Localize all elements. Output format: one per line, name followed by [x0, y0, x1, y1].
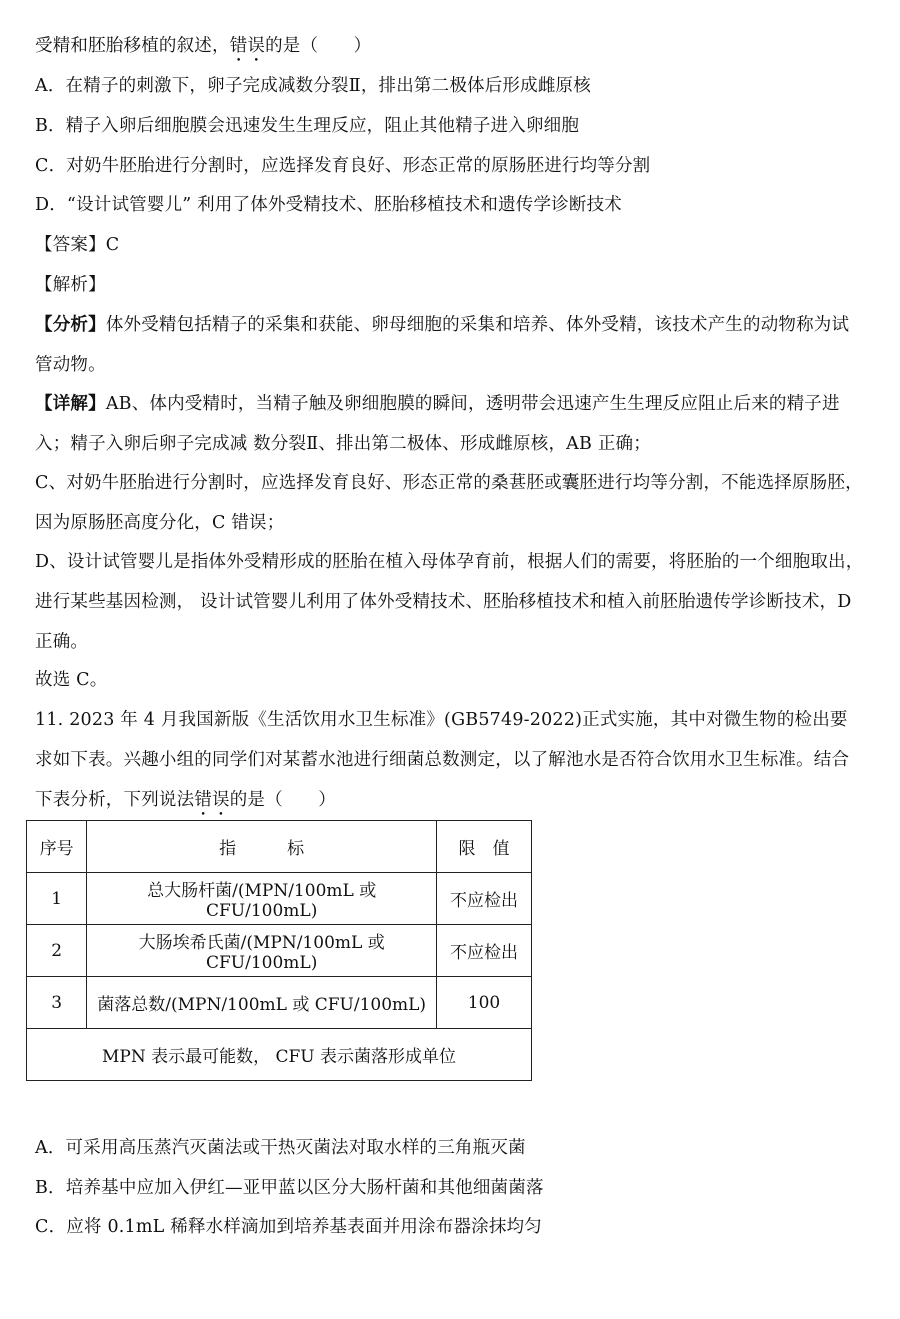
q10-xiangjie-ab: [35, 384, 865, 464]
table-cell-no: 3: [27, 977, 87, 1029]
q11-stem-part-a: 11. 2023 年 4 月我国新版《生活饮用水卫生标准》(GB5749-2022)正式实施，其中对微生物的检出要求如下表。兴趣小组的同学们对某蓄水池进行细菌总数测定，以了解池水是否符合饮用水卫生标准。结合下表分析，下列说法: [35, 710, 850, 810]
table-row: [27, 977, 532, 1029]
table-cell-no: 1: [27, 873, 87, 925]
q11-stem: [35, 700, 865, 820]
q10-stem-part-b: 的是（ ）: [265, 36, 372, 56]
table-note: MPN 表示最可能数， CFU 表示菌落形成单位: [27, 1029, 532, 1081]
q10-analysis-header: 【解析】: [35, 275, 106, 295]
table-note-row: [27, 1029, 532, 1081]
q10-option-a: A．在精子的刺激下，卵子完成减数分裂Ⅱ，排出第二极体后形成雌原核: [35, 76, 591, 96]
q10-xiangjie-c: C、对奶牛胚胎进行分割时，应选择发育良好、形态正常的桑葚胚或囊胚进行均等分割，不能选择原肠胚，因为原肠胚高度分化，C 错误；: [35, 473, 863, 533]
xiangjie-ab-text: AB、体内受精时，当精子触及卵细胞膜的瞬间，透明带会迅速产生生理反应阻止后来的精子进入；精子入卵后卵子完成减 数分裂Ⅱ、排出第二极体、形成雌原核，AB 正确；: [35, 394, 840, 454]
q11-stem-part-b: 的是（ ）: [229, 790, 336, 810]
table-cell-limit: 100: [436, 977, 531, 1029]
table-row: [27, 873, 532, 925]
table-header-limit: 限 值: [436, 821, 531, 873]
table-cell-indicator: 总大肠杆菌/(MPN/100mL 或 CFU/100mL): [87, 873, 437, 925]
q10-stem: [35, 34, 371, 66]
q11-option-b: B．培养基中应加入伊红—亚甲蓝以区分大肠杆菌和其他细菌菌落: [35, 1178, 544, 1198]
xiangjie-label: 【详解】: [35, 394, 106, 414]
table-cell-indicator: 菌落总数/(MPN/100mL 或 CFU/100mL): [87, 977, 437, 1029]
fenxi-text: 体外受精包括精子的采集和获能、卵母细胞的采集和培养、体外受精，该技术产生的动物称为试管动物。: [35, 315, 850, 375]
q10-conclusion: 故选 C。: [35, 670, 108, 690]
q10-option-b: B．精子入卵后细胞膜会迅速发生生理反应，阻止其他精子进入卵细胞: [35, 116, 580, 136]
table-header-indicator: 指 标: [87, 821, 437, 873]
table-header-no: 序号: [27, 821, 87, 873]
q10-option-d: D．“设计试管婴儿” 利用了体外受精技术、胚胎移植技术和遗传学诊断技术: [35, 195, 622, 215]
q10-fenxi: [35, 305, 865, 385]
microbe-standard-table: [26, 820, 532, 1081]
q11-option-c: C．应将 0.1mL 稀释水样滴加到培养基表面并用涂布器涂抹均匀: [35, 1217, 542, 1237]
q11-option-a: A．可采用高压蒸汽灭菌法或干热灭菌法对取水样的三角瓶灭菌: [35, 1138, 526, 1158]
q10-stem-emphasis: 错误: [229, 36, 266, 56]
q10-option-c: C．对奶牛胚胎进行分割时，应选择发育良好、形态正常的原肠胚进行均等分割: [35, 156, 651, 176]
table-row: [27, 925, 532, 977]
table-cell-no: 2: [27, 925, 87, 977]
q10-answer: 【答案】C: [35, 235, 120, 255]
q10-xiangjie-d: D、设计试管婴儿是指体外受精形成的胚胎在植入母体孕育前，根据人们的需要，将胚胎的一个细胞取出，进行某些基因检测， 设计试管婴儿利用了体外受精技术、胚胎移植技术和植入前胚胎遗传学诊断技术，D 正确。: [35, 552, 864, 652]
q11-stem-emphasis: 错误: [194, 790, 230, 810]
table-cell-limit: 不应检出: [436, 873, 531, 925]
q10-stem-part-a: 受精和胚胎移植的叙述，: [35, 36, 230, 56]
table-cell-limit: 不应检出: [436, 925, 531, 977]
fenxi-label: 【分析】: [35, 315, 106, 335]
table-cell-indicator: 大肠埃希氏菌/(MPN/100mL 或 CFU/100mL): [87, 925, 437, 977]
table-header-row: [27, 821, 532, 873]
